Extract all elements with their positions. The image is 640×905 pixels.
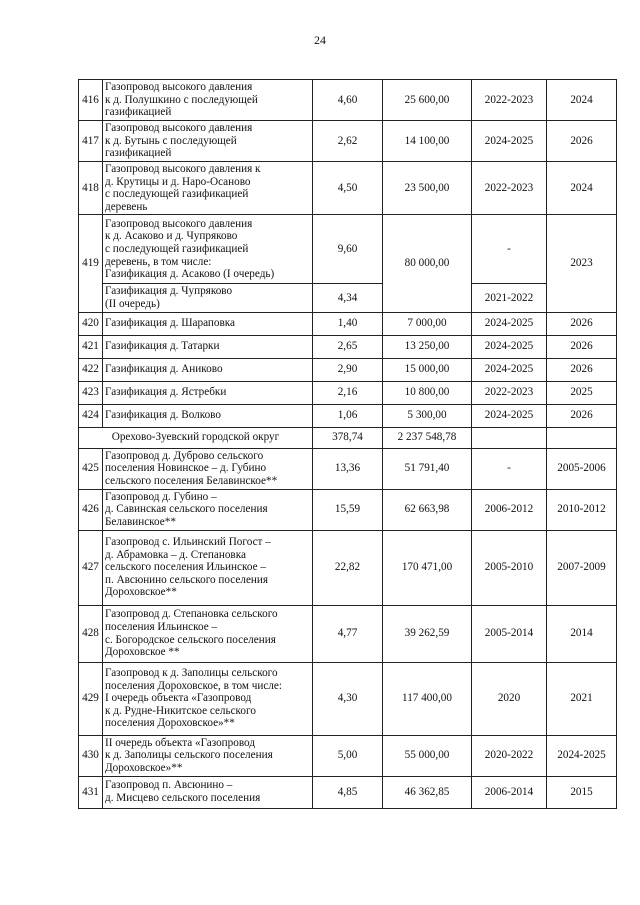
length-cell: 2,62 xyxy=(313,121,383,162)
period-cell: - xyxy=(472,215,547,284)
cost-cell: 55 000,00 xyxy=(383,735,472,776)
cost-cell: 2 237 548,78 xyxy=(383,427,472,448)
table-row xyxy=(79,335,617,358)
period-cell: 2020-2022 xyxy=(472,735,547,776)
table-row xyxy=(79,735,617,776)
table-row xyxy=(79,162,617,215)
row-number: 428 xyxy=(79,605,103,662)
period-cell: 2024-2025 xyxy=(472,312,547,335)
table-row xyxy=(79,80,617,121)
cost-cell: 62 663,98 xyxy=(383,489,472,530)
length-cell: 1,06 xyxy=(313,404,383,427)
period-cell: 2022-2023 xyxy=(472,80,547,121)
object-name: Газопровод высокого давления к д. Асаково и д. Чупряково с последующей газификацией деревень, в том числе: Газификация д. Асаково (I очередь) xyxy=(103,215,313,284)
section-title: Орехово-Зуевский городской округ xyxy=(79,427,313,448)
year-cell: 2007-2009 xyxy=(547,530,617,605)
cost-cell: 170 471,00 xyxy=(383,530,472,605)
table-subrow xyxy=(79,284,617,312)
year-cell: 2010-2012 xyxy=(547,489,617,530)
period-cell xyxy=(472,427,547,448)
row-number: 420 xyxy=(79,312,103,335)
cost-cell: 23 500,00 xyxy=(383,162,472,215)
row-number: 423 xyxy=(79,381,103,404)
length-cell: 4,85 xyxy=(313,776,383,808)
object-name: Газификация д. Аниково xyxy=(103,358,313,381)
cost-cell: 5 300,00 xyxy=(383,404,472,427)
row-number: 417 xyxy=(79,121,103,162)
length-cell: 4,50 xyxy=(313,162,383,215)
year-cell: 2015 xyxy=(547,776,617,808)
table-row xyxy=(79,215,617,284)
row-number: 421 xyxy=(79,335,103,358)
length-cell: 4,34 xyxy=(313,284,383,312)
row-number: 416 xyxy=(79,80,103,121)
object-name: Газопровод высокого давления к д. Бутынь с последующей газификацией xyxy=(103,121,313,162)
period-cell: 2024-2025 xyxy=(472,121,547,162)
length-cell: 15,59 xyxy=(313,489,383,530)
cost-cell: 46 362,85 xyxy=(383,776,472,808)
object-name: Газопровод д. Дуброво сельского поселения Новинское – д. Губино сельского поселения Белавинское** xyxy=(103,448,313,489)
row-number: 431 xyxy=(79,776,103,808)
period-cell: 2024-2025 xyxy=(472,335,547,358)
object-name: Газификация д. Татарки xyxy=(103,335,313,358)
object-name: Газопровод с. Ильинский Погост – д. Абрамовка – д. Степановка сельского поселения Ильинское – п. Авсюнино сельского поселения Дороховское** xyxy=(103,530,313,605)
row-number: 422 xyxy=(79,358,103,381)
object-name: Газопровод высокого давления к д. Полушкино с последующей газификацией xyxy=(103,80,313,121)
row-number: 429 xyxy=(79,662,103,735)
row-number: 419 xyxy=(79,215,103,312)
length-cell: 4,60 xyxy=(313,80,383,121)
object-name: Газификация д. Волково xyxy=(103,404,313,427)
length-cell: 4,77 xyxy=(313,605,383,662)
cost-cell: 14 100,00 xyxy=(383,121,472,162)
period-cell: 2022-2023 xyxy=(472,162,547,215)
row-number: 426 xyxy=(79,489,103,530)
cost-cell: 7 000,00 xyxy=(383,312,472,335)
year-cell: 2026 xyxy=(547,121,617,162)
cost-cell: 51 791,40 xyxy=(383,448,472,489)
cost-cell: 80 000,00 xyxy=(383,215,472,312)
year-cell: 2023 xyxy=(547,215,617,312)
cost-cell: 13 250,00 xyxy=(383,335,472,358)
row-number: 430 xyxy=(79,735,103,776)
length-cell: 4,30 xyxy=(313,662,383,735)
object-name: Газопровод к д. Заполицы сельского поселения Дороховское, в том числе: I очередь объекта «Газопровод к д. Рудне-Никитское сельского поселения Дороховское»** xyxy=(103,662,313,735)
year-cell: 2005-2006 xyxy=(547,448,617,489)
object-name: Газопровод п. Авсюнино – д. Мисцево сельского поселения xyxy=(103,776,313,808)
year-cell: 2024 xyxy=(547,80,617,121)
row-number: 424 xyxy=(79,404,103,427)
year-cell xyxy=(547,427,617,448)
row-number: 427 xyxy=(79,530,103,605)
object-name: Газопровод высокого давления к д. Крутицы и д. Наро-Осаново с последующей газификацией деревень xyxy=(103,162,313,215)
object-name: Газификация д. Шараповка xyxy=(103,312,313,335)
length-cell: 13,36 xyxy=(313,448,383,489)
table-row xyxy=(79,427,617,448)
length-cell: 5,00 xyxy=(313,735,383,776)
object-name: Газопровод д. Степановка сельского поселения Ильинское – с. Богородское сельского поселения Дороховское ** xyxy=(103,605,313,662)
row-number: 425 xyxy=(79,448,103,489)
period-cell: - xyxy=(472,448,547,489)
cost-cell: 117 400,00 xyxy=(383,662,472,735)
length-cell: 22,82 xyxy=(313,530,383,605)
table-row xyxy=(79,530,617,605)
cost-cell: 10 800,00 xyxy=(383,381,472,404)
cost-cell: 15 000,00 xyxy=(383,358,472,381)
length-cell: 2,90 xyxy=(313,358,383,381)
length-cell: 9,60 xyxy=(313,215,383,284)
year-cell: 2024-2025 xyxy=(547,735,617,776)
table-row xyxy=(79,489,617,530)
cost-cell: 39 262,59 xyxy=(383,605,472,662)
table-row xyxy=(79,776,617,808)
year-cell: 2026 xyxy=(547,335,617,358)
table-row xyxy=(79,121,617,162)
year-cell: 2014 xyxy=(547,605,617,662)
period-cell: 2021-2022 xyxy=(472,284,547,312)
period-cell: 2020 xyxy=(472,662,547,735)
cost-cell: 25 600,00 xyxy=(383,80,472,121)
period-cell: 2024-2025 xyxy=(472,358,547,381)
length-cell: 1,40 xyxy=(313,312,383,335)
object-name: II очередь объекта «Газопровод к д. Заполицы сельского поселения Дороховское»** xyxy=(103,735,313,776)
row-number: 418 xyxy=(79,162,103,215)
object-name: Газопровод д. Губино – д. Савинская сельского поселения Белавинское** xyxy=(103,489,313,530)
table-row xyxy=(79,448,617,489)
length-cell: 2,16 xyxy=(313,381,383,404)
year-cell: 2026 xyxy=(547,358,617,381)
length-cell: 2,65 xyxy=(313,335,383,358)
table-row xyxy=(79,662,617,735)
table-row xyxy=(79,381,617,404)
year-cell: 2026 xyxy=(547,312,617,335)
page-number: 24 xyxy=(314,33,326,47)
period-cell: 2005-2014 xyxy=(472,605,547,662)
period-cell: 2006-2012 xyxy=(472,489,547,530)
object-name: Газификация д. Чупряково (II очередь) xyxy=(103,284,313,312)
table-row xyxy=(79,358,617,381)
gas-pipeline-table xyxy=(78,79,617,809)
year-cell: 2024 xyxy=(547,162,617,215)
year-cell: 2026 xyxy=(547,404,617,427)
period-cell: 2022-2023 xyxy=(472,381,547,404)
year-cell: 2025 xyxy=(547,381,617,404)
object-name: Газификация д. Ястребки xyxy=(103,381,313,404)
period-cell: 2006-2014 xyxy=(472,776,547,808)
period-cell: 2005-2010 xyxy=(472,530,547,605)
table-row xyxy=(79,404,617,427)
table-row xyxy=(79,312,617,335)
table-row xyxy=(79,605,617,662)
period-cell: 2024-2025 xyxy=(472,404,547,427)
length-cell: 378,74 xyxy=(313,427,383,448)
year-cell: 2021 xyxy=(547,662,617,735)
